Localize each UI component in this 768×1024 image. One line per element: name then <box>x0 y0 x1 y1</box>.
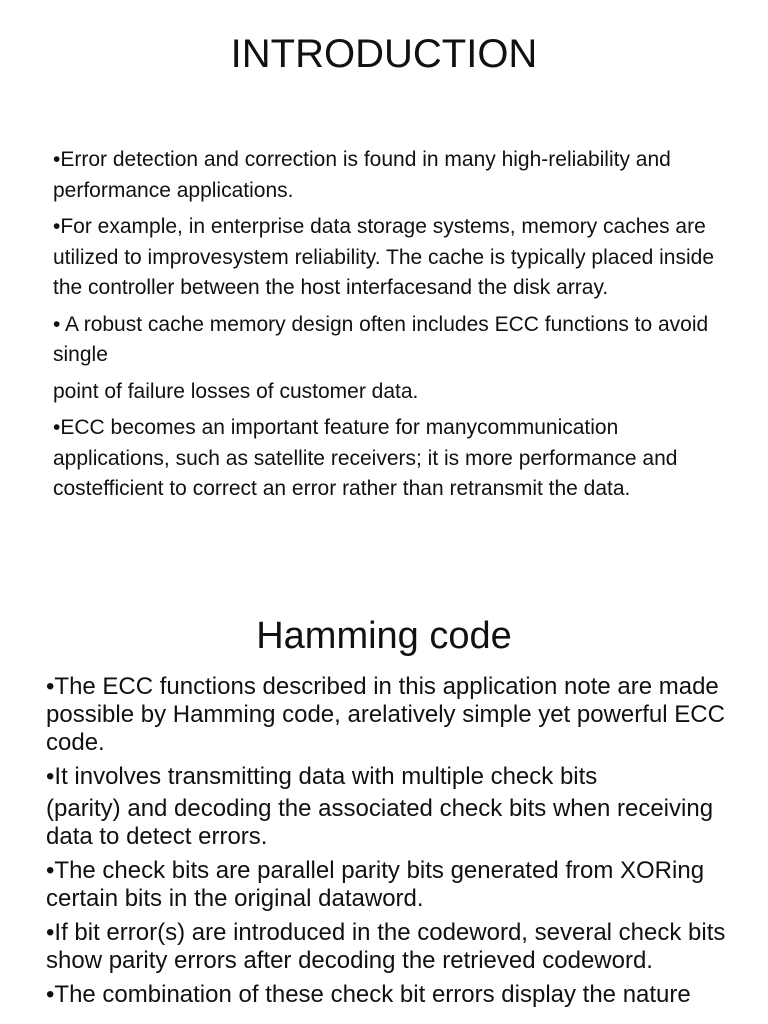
bullet-paragraph: •If bit error(s) are introduced in the codeword, several check bits show parity errors after decoding the retrieved codeword. <box>46 919 726 974</box>
bullet-paragraph: point of failure losses of customer data. <box>53 379 419 403</box>
slide-body <box>53 145 733 511</box>
bullet-paragraph: •The check bits are parallel parity bits generated from XORing certain bits in the original dataword. <box>46 857 705 912</box>
bullet-paragraph: •Error detection and correction is found in many high-reliability and performance applications. <box>53 148 671 202</box>
bullet-paragraph: •For example, in enterprise data storage systems, memory caches are utilized to improvesystem reliability. The cache is typically placed inside the controller between the host interfacesand the disk array. <box>53 215 715 299</box>
slide-hamming-code <box>0 600 768 1024</box>
bullet-paragraph: •The ECC functions described in this application note are made possible by Hamming code, arelatively simple yet powerful ECC code. <box>46 673 725 756</box>
bullet-paragraph: •The combination of these check bit errors display the nature <box>46 981 691 1008</box>
slide-title: Hamming code <box>256 615 512 657</box>
bullet-paragraph: •ECC becomes an important feature for manycommunication applications, such as satellite receivers; it is more performance and costefficient to correct an error rather than retransmit the data. <box>53 416 678 500</box>
bullet-paragraph: • A robust cache memory design often includes ECC functions to avoid single <box>53 312 709 366</box>
slide-body <box>46 673 764 1015</box>
bullet-paragraph: (parity) and decoding the associated check bits when receiving data to detect errors. <box>46 795 714 850</box>
slide-title: INTRODUCTION <box>230 32 538 76</box>
bullet-paragraph: •It involves transmitting data with multiple check bits <box>46 763 598 790</box>
